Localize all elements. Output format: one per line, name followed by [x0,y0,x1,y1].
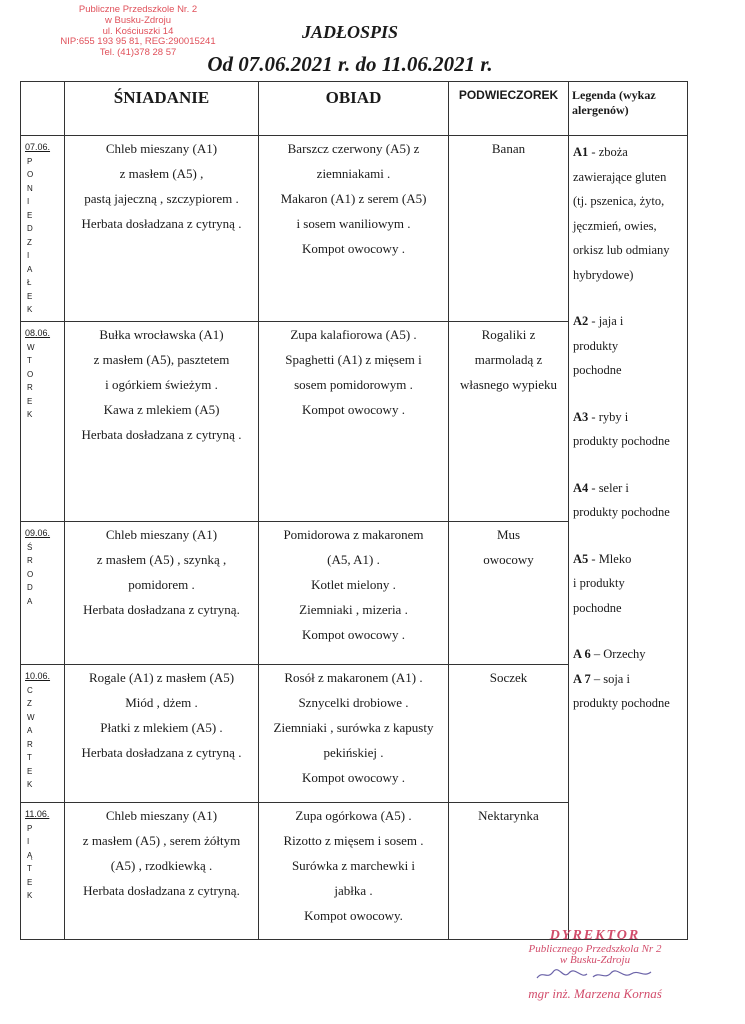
snack-line: owocowy [483,552,534,567]
day-letter: C [27,685,33,695]
allergen-code: A5 [573,551,589,566]
lunch-line: Rizotto z mięsem i sosem . [283,833,424,848]
allergen-text: i produkty [573,576,625,590]
breakfast-line: Chleb mieszany (A1) [105,808,218,823]
day-letter: W [27,342,35,352]
legend-item [573,140,687,287]
allergen-text: – soja i [590,671,630,686]
lunch-line: pekińskiej . [323,745,384,760]
day-cell [21,136,65,322]
lunch-line: Ziemniaki , surówka z kapusty [273,720,434,735]
day-cell [21,665,65,803]
allergen-code: A 7 [573,671,591,686]
breakfast-line: z masłem (A5) , [119,166,204,181]
day-letter: O [27,369,34,379]
breakfast-line: Chleb mieszany (A1) [105,527,218,542]
allergen-text: pochodne [573,600,622,615]
allergen-text: orkisz lub odmiany [573,243,670,257]
day-letter: Ś [27,542,33,552]
director-line: w Busku-Zdroju [559,954,631,966]
day-letter: Ł [27,278,32,287]
breakfast-line: z masłem (A5) , szynką , [96,552,227,567]
day-letter: K [27,410,33,419]
lunch-line: Barszcz czerwony (A5) z [287,141,420,156]
day-date: 10.06. [25,671,51,681]
day-date: 09.06. [25,528,51,538]
day-letter: P [27,156,33,166]
corner-cell [21,82,65,136]
breakfast-line: Rogale (A1) z masłem (A5) [88,670,235,685]
day-date: 07.06. [25,142,51,152]
day-letter: I [27,837,30,846]
lunch-header: OBIAD [259,82,449,136]
legend-first-line [573,667,687,692]
breakfast-line: Bułka wrocławska (A1) [99,327,224,342]
breakfast-cell [65,803,259,940]
day-letter: T [27,864,32,873]
lunch-line: Pomidorowa z makaronem [283,527,424,542]
legend-item [573,476,687,525]
day-letter: W [27,712,35,722]
allergen-code: A4 [573,480,589,495]
page-title: JADŁOSPIS [301,22,399,42]
allergen-code: A2 [573,314,589,328]
day-letter: E [27,766,33,776]
breakfast-line: Herbata dosładzana z cytryną. [83,602,240,617]
director-stamp [490,928,700,1002]
date-range: Od 07.06.2021 r. do 11.06.2021 r. [207,52,493,76]
lunch-line: Sznycelki drobiowe . [298,695,409,710]
stamp-line: Tel. (41)378 28 57 [99,47,177,59]
day-name [25,541,64,609]
day-letter: E [27,210,33,220]
day-letter: A [27,726,33,735]
breakfast-line: (A5) , rzodkiewką . [110,858,213,873]
breakfast-line: Herbata dosładzana z cytryną . [81,745,242,760]
allergen-text: hybrydowe) [573,267,634,282]
breakfast-line: z masłem (A5), pasztetem [93,352,230,367]
snack-line: Soczek [489,670,528,685]
lunch-line: ziemniakami . [316,166,391,181]
day-letter: T [27,753,32,762]
snack-header: PODWIECZOREK [449,82,569,136]
day-letter: K [27,780,33,789]
snack-line: Rogaliki z [481,327,536,342]
day-name [25,155,64,317]
menu-table [20,81,688,940]
allergen-text: - ryby i [588,409,629,424]
snack-cell [449,803,569,940]
allergen-text: pochodne [573,363,622,377]
breakfast-line: Herbata dosładzana z cytryną . [81,216,242,231]
allergen-text: produkty pochodne [573,696,670,710]
breakfast-cell [65,136,259,322]
day-cell [21,322,65,522]
allergen-text: produkty pochodne [573,505,670,519]
header-row [21,82,688,136]
breakfast-line: pomidorem . [128,577,195,592]
allergen-text: produkty [573,338,619,353]
director-name: mgr inż. Marzena Kornaś [528,986,662,1001]
director-line: Publicznego Przedszkola Nr 2 [528,943,662,955]
lunch-line: Zupa ogórkowa (A5) . [295,808,412,823]
allergen-code: A3 [573,409,589,424]
day-letter: R [27,739,33,749]
stamp-line: w Busku-Zdroju [105,14,171,26]
breakfast-header: ŚNIADANIE [65,82,259,136]
legend-first-line [573,642,687,667]
day-letter: Z [27,237,32,247]
breakfast-line: Chleb mieszany (A1) [105,141,218,156]
legend-first-line [573,140,687,165]
lunch-cell [259,136,449,322]
lunch-line: Spaghetti (A1) z mięsem i [285,352,422,367]
stamp-line: Publiczne Przedszkole Nr. 2 [78,4,198,15]
legend-item [573,642,687,667]
day-letter: A [27,596,33,606]
lunch-line: Kompot owocowy . [302,770,405,785]
breakfast-cell [65,665,259,803]
stamp-line: ul. Kościuszki 14 [102,25,174,37]
day-letter: K [27,305,33,314]
stamp-line: NIP:655 193 95 81, REG:290015241 [60,36,216,48]
lunch-cell [259,803,449,940]
day-letter: D [27,583,33,592]
snack-cell [449,322,569,522]
snack-line: Banan [491,141,526,156]
breakfast-line: i ogórkiem świeżym . [105,377,218,392]
breakfast-cell [65,322,259,522]
allergen-text: - Mleko [588,551,632,566]
lunch-line: Ziemniaki , mizeria . [299,602,408,617]
lunch-line: Kompot owocowy . [302,627,405,642]
legend-first-line [573,309,687,334]
allergen-code: A 6 [573,647,591,661]
day-name [25,822,64,903]
breakfast-line: Kawa z mlekiem (A5) [103,402,220,417]
day-row [21,136,688,322]
day-date: 08.06. [25,328,51,338]
lunch-line: Surówka z marchewki i [291,858,416,873]
snack-line: Mus [496,527,521,542]
lunch-line: sosem pomidorowym . [294,377,413,392]
lunch-line: Kompot owocowy. [304,908,403,923]
day-letter: R [27,556,33,565]
lunch-line: Zupa kalafiorowa (A5) . [290,327,417,342]
breakfast-line: Płatki z mlekiem (A5) . [100,720,223,735]
day-date: 11.06. [25,809,50,819]
legend-first-line [573,405,687,430]
day-letter: K [27,891,33,900]
snack-line: własnego wypieku [459,377,558,392]
lunch-line: Makaron (A1) z serem (A5) [280,191,427,206]
day-letter: A [27,264,33,274]
day-letter: E [27,396,33,406]
day-letter: R [27,383,33,392]
day-letter: T [27,356,32,365]
day-letter: P [27,823,33,833]
day-letter: I [27,197,30,206]
day-name [25,341,64,422]
legend-item [573,547,687,621]
allergen-text: jęczmień, owies, [573,218,657,233]
legend-header: Legenda (wykaz alergenów) [569,82,688,136]
allergen-text: produkty pochodne [573,434,670,448]
signature-scribble [535,968,655,982]
legend-item [573,667,687,716]
breakfast-cell [65,522,259,665]
lunch-line: i sosem waniliowym . [296,216,411,231]
allergen-code: A1 [573,145,589,159]
lunch-line: Kompot owocowy . [302,241,405,256]
legend-first-line [573,547,687,572]
lunch-line: Kompot owocowy . [302,402,405,417]
lunch-line: Kotlet mielony . [311,577,396,592]
breakfast-line: Herbata dosładzana z cytryną . [81,427,242,442]
snack-line: Nektarynka [478,808,539,823]
legend-first-line [573,476,687,501]
allergen-text: (tj. pszenica, żyto, [573,194,665,208]
day-letter: E [27,291,33,301]
lunch-cell [259,322,449,522]
legend-item [573,309,687,383]
lunch-line: jabłka . [334,883,373,898]
allergen-text: – Orzechy [590,647,646,661]
snack-cell [449,665,569,803]
day-letter: D [27,224,33,233]
day-cell [21,803,65,940]
lunch-line: (A5, A1) . [327,552,380,567]
day-letter: I [27,251,30,260]
day-letter: N [27,183,33,193]
day-letter: Ą [27,850,33,860]
lunch-line: Rosół z makaronem (A1) . [284,670,423,685]
day-letter: O [27,569,34,579]
breakfast-line: z masłem (A5) , serem żółtym [82,833,241,848]
handwritten-signature [490,968,700,986]
lunch-cell [259,522,449,665]
day-letter: O [27,170,34,179]
allergen-text: - jaja i [588,314,624,328]
allergen-text: - zboża [588,145,628,159]
breakfast-line: Herbata dosładzana z cytryną. [83,883,240,898]
day-cell [21,522,65,665]
day-letter: E [27,877,33,887]
day-name [25,684,64,792]
director-title: DYREKTOR [549,928,641,943]
allergen-text: - seler i [588,480,629,495]
breakfast-line: Miód , dżem . [125,695,198,710]
snack-cell [449,136,569,322]
breakfast-line: pastą jajeczną , szczypiorem . [84,191,239,206]
lunch-cell [259,665,449,803]
legend-cell [569,136,688,940]
snack-line: marmoladą z [474,352,543,367]
day-letter: Z [27,699,32,708]
snack-cell [449,522,569,665]
legend-item [573,405,687,454]
allergen-text: zawierające gluten [573,169,667,184]
